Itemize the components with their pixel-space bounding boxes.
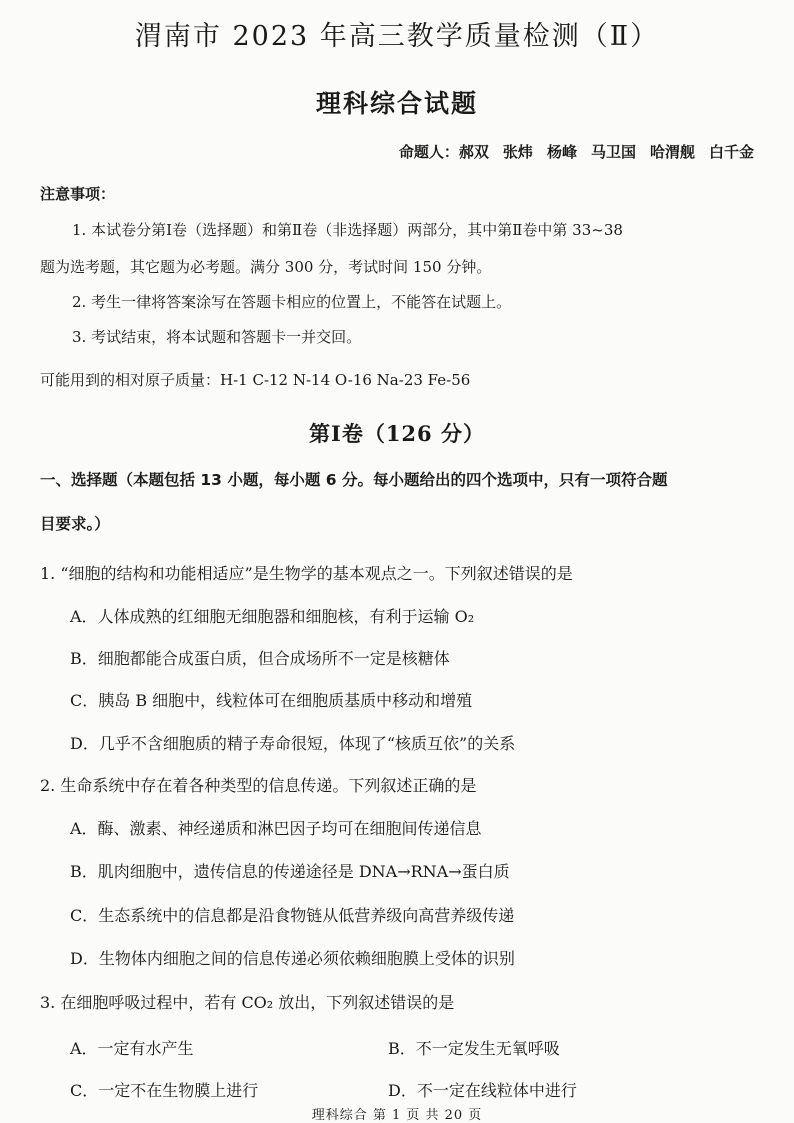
atomic-masses: 可能用到的相对原子质量：H-1 C-12 N-14 O-16 Na-23 Fe-56 xyxy=(40,371,471,389)
part-1-heading: 第Ⅰ卷（126 分） xyxy=(309,421,485,446)
authors-line xyxy=(399,141,754,162)
author-name: 马卫国 xyxy=(590,143,636,161)
question-3-option-c: C．一定不在生物膜上进行 xyxy=(70,1081,259,1100)
author-name: 杨峰 xyxy=(546,143,577,161)
question-2-option-b: B．肌肉细胞中，遗传信息的传递途径是 DNA→RNA→蛋白质 xyxy=(70,862,510,881)
question-3-stem: 3. 在细胞呼吸过程中，若有 CO₂ 放出，下列叙述错误的是 xyxy=(40,993,455,1012)
page-footer: 理科综合 第 1 页 共 20 页 xyxy=(311,1108,483,1123)
notice-item-1-line-1: 1. 本试卷分第Ⅰ卷（选择题）和第Ⅱ卷（非选择题）两部分，其中第Ⅱ卷中第 33~38 xyxy=(72,221,623,239)
notice-item-1-line-2: 题为选考题，其它题为必考题。满分 300 分，考试时间 150 分钟。 xyxy=(40,258,492,276)
question-3-option-a: A．一定有水产生 xyxy=(70,1039,194,1058)
notice-item-3: 3. 考试结束，将本试题和答题卡一并交回。 xyxy=(72,328,362,346)
exam-subtitle: 理科综合试题 xyxy=(315,89,478,118)
question-1-option-a: A．人体成熟的红细胞无细胞器和细胞核，有利于运输 O₂ xyxy=(70,607,475,626)
notice-heading: 注意事项： xyxy=(40,185,116,203)
question-1-option-d: D．几乎不含细胞质的精子寿命很短，体现了“核质互依”的关系 xyxy=(70,734,516,753)
section-instruction-line-1: 一、选择题（本题包括 13 小题，每小题 6 分。每小题给出的四个选项中，只有一项符合题 xyxy=(40,471,668,489)
exam-title: 渭南市 2023 年高三教学质量检测（Ⅱ） xyxy=(134,21,660,52)
question-1-stem: 1. “细胞的结构和功能相适应”是生物学的基本观点之一。下列叙述错误的是 xyxy=(40,564,573,583)
question-3-option-b: B．不一定发生无氧呼吸 xyxy=(388,1039,560,1058)
question-2-option-a: A．酶、激素、神经递质和淋巴因子均可在细胞间传递信息 xyxy=(70,819,482,838)
question-3-option-d: D．不一定在线粒体中进行 xyxy=(388,1081,577,1100)
notice-item-2: 2. 考生一律将答案涂写在答题卡相应的位置上，不能答在试题上。 xyxy=(72,293,512,311)
author-name: 张炜 xyxy=(502,143,533,161)
question-2-stem: 2. 生命系统中存在着各种类型的信息传递。下列叙述正确的是 xyxy=(40,776,477,795)
question-1-option-b: B．细胞都能合成蛋白质，但合成场所不一定是核糖体 xyxy=(70,649,450,668)
question-1-option-c: C．胰岛 B 细胞中，线粒体可在细胞质基质中移动和增殖 xyxy=(70,691,473,710)
question-2-option-d: D．生物体内细胞之间的信息传递必须依赖细胞膜上受体的识别 xyxy=(70,949,515,968)
author-name: 白千金 xyxy=(708,143,754,161)
section-instruction-line-2: 目要求。） xyxy=(40,515,110,533)
author-name: 哈渭舰 xyxy=(649,143,695,161)
question-2-option-c: C．生态系统中的信息都是沿食物链从低营养级向高营养级传递 xyxy=(70,906,515,925)
authors-label: 命题人： xyxy=(398,143,459,161)
author-name: 郝双 xyxy=(458,143,489,161)
